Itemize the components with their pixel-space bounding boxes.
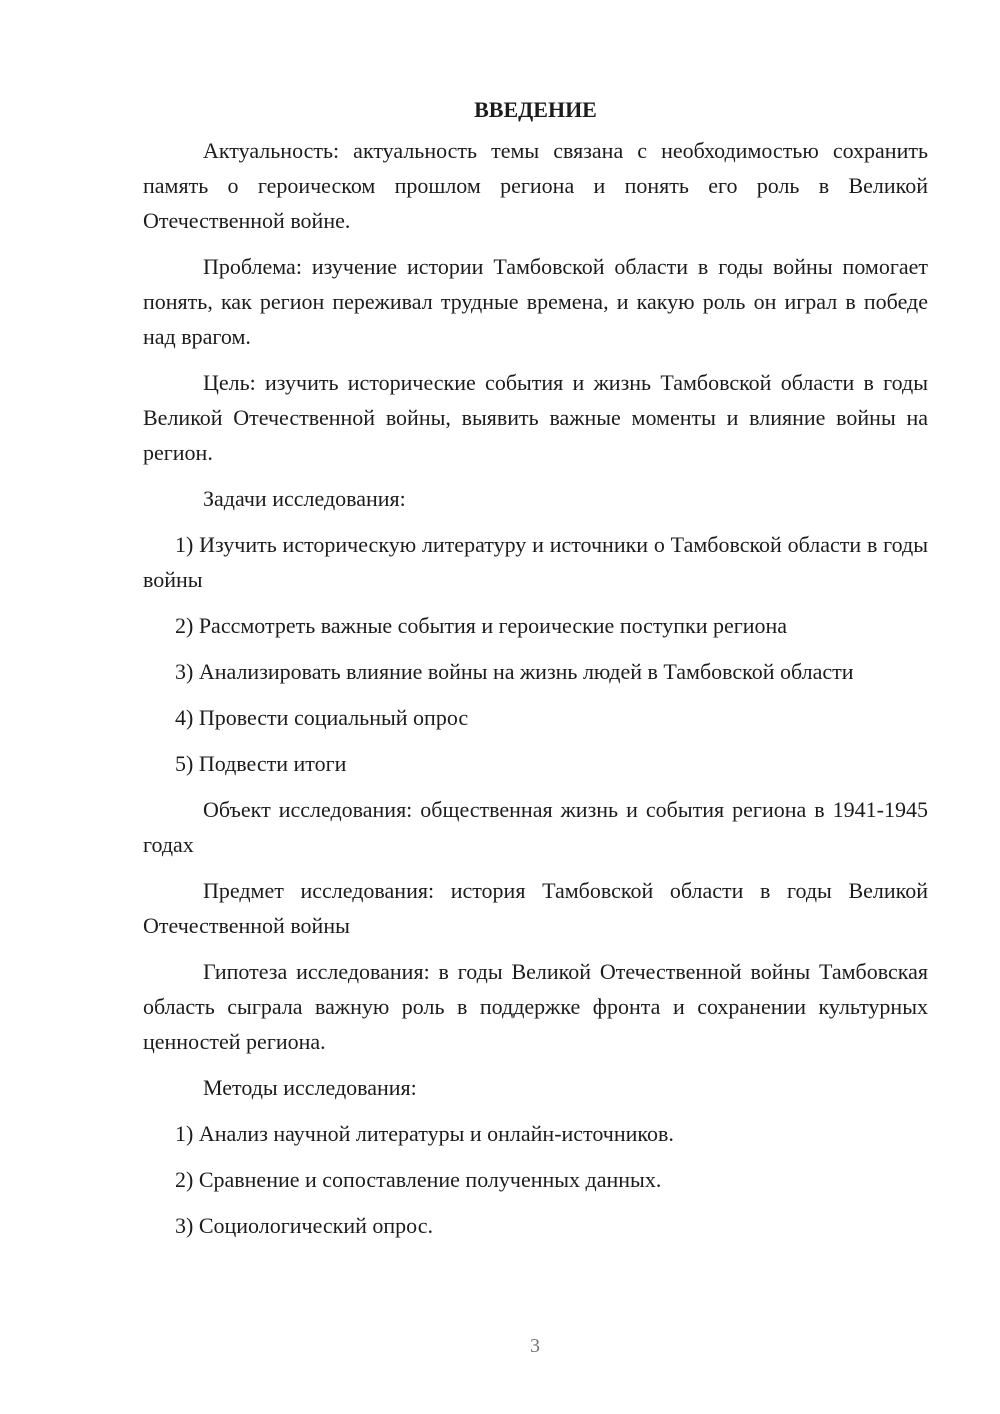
method-item-1: 1) Анализ научной литературы и онлайн-источников.	[175, 1121, 674, 1146]
method-item-3: 3) Социологический опрос.	[175, 1213, 433, 1238]
page-number: 3	[530, 1335, 540, 1357]
task-item-2: 2) Рассмотреть важные события и героические поступки региона	[175, 613, 788, 638]
paragraph-hypothesis: Гипотеза исследования: в годы Великой Отечественной войны Тамбовская область сыграла важную роль в поддержке фронта и сохранении культурных ценностей региона.	[143, 959, 928, 1054]
paragraph-tasks-title: Задачи исследования:	[203, 486, 406, 511]
task-item-4: 4) Провести социальный опрос	[175, 705, 469, 730]
task-item-1: 1) Изучить историческую литературу и источники о Тамбовской области в годы войны	[143, 532, 928, 592]
paragraph-object: Объект исследования: общественная жизнь и события региона в 1941-1945 годах	[143, 797, 928, 857]
task-item-5: 5) Подвести итоги	[175, 751, 347, 776]
section-heading: ВВЕДЕНИЕ	[474, 97, 597, 122]
document-page	[143, 92, 928, 1254]
paragraph-subject: Предмет исследования: история Тамбовской области в годы Великой Отечественной войны	[143, 878, 928, 938]
paragraph-methods-title: Методы исследования:	[203, 1075, 417, 1100]
task-item-3: 3) Анализировать влияние войны на жизнь людей в Тамбовской области	[175, 659, 854, 684]
method-item-2: 2) Сравнение и сопоставление полученных данных.	[175, 1167, 662, 1192]
paragraph-relevance: Актуальность: актуальность темы связана с необходимостью сохранить память о героическом прошлом региона и понять его роль в Великой Отечественной войне.	[143, 138, 928, 233]
paragraph-problem: Проблема: изучение истории Тамбовской области в годы войны помогает понять, как регион переживал трудные времена, и какую роль он играл в победе над врагом.	[143, 254, 928, 349]
paragraph-goal: Цель: изучить исторические события и жизнь Тамбовской области в годы Великой Отечественной войны, выявить важные моменты и влияние войны на регион.	[143, 370, 928, 465]
